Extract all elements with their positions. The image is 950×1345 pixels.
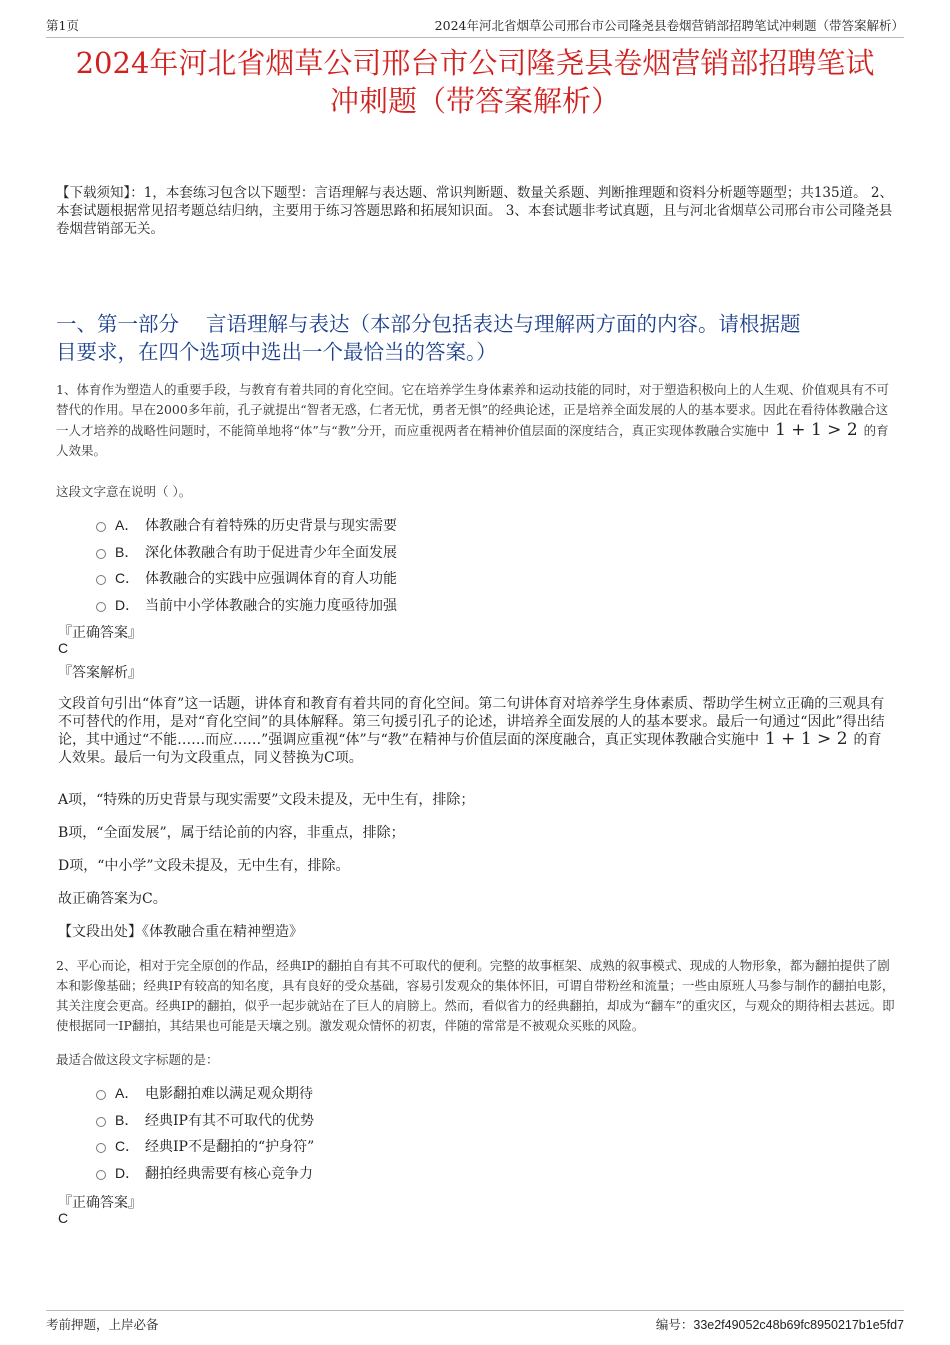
question-2-options	[96, 1080, 314, 1186]
document-title	[40, 44, 910, 120]
radio-icon[interactable]	[96, 1090, 106, 1100]
download-notice: 【下载须知】：1，本套练习包含以下题型：言语理解与表达题、常识判断题、数量关系题、判断推理题和资料分析题等题型；共135道。 2、本套试题根据常见招考题总结归纳，主要用于练习答题思路和拓展知识面。 3、本套试题非考试真题，且与河北省烟草公司邢台市公司隆尧县卷烟营销部无关。	[56, 185, 893, 237]
radio-icon[interactable]	[96, 1170, 106, 1180]
option-c[interactable]: C． 体教融合的实践中应强调体育的育人功能	[96, 565, 397, 592]
header-doc-title: 2024年河北省烟草公司邢台市公司隆尧县卷烟营销部招聘笔试冲刺题（带答案解析）	[434, 18, 904, 33]
analysis-label: 『答案解析』	[58, 665, 142, 681]
analysis-note-b: B项，“全面发展”，属于结论前的内容，非重点，排除；	[58, 825, 405, 841]
document-code: 编号：33e2f49052c48b69fc8950217b1e5fd7	[655, 1317, 904, 1332]
option-d[interactable]: D． 翻拍经典需要有核心竞争力	[96, 1160, 314, 1187]
option-c[interactable]: C． 经典IP不是翻拍的“护身符”	[96, 1133, 314, 1160]
option-a[interactable]: A． 体教融合有着特殊的历史背景与现实需要	[96, 512, 397, 539]
question-2-prompt: 最适合做这段文字标题的是：	[56, 1052, 219, 1067]
page-header	[46, 12, 904, 38]
answer-label: 『正确答案』	[58, 625, 142, 641]
analysis-note-d: D项，“中小学”文段未提及，无中生有，排除。	[58, 858, 350, 874]
math-expression: 1 + 1 > 2	[775, 420, 858, 440]
page-footer	[46, 1310, 904, 1334]
radio-icon[interactable]	[96, 575, 106, 585]
option-a[interactable]: A． 电影翻拍难以满足观众期待	[96, 1080, 314, 1107]
footer-slogan: 考前押题，上岸必备	[46, 1317, 159, 1332]
analysis-conclusion: 故正确答案为C。	[58, 891, 167, 907]
radio-icon[interactable]	[96, 549, 106, 559]
radio-icon[interactable]	[96, 1117, 106, 1127]
section-line-2: 目要求，在四个选项中选出一个最恰当的答案。）	[56, 340, 497, 364]
question-1-options	[96, 512, 397, 618]
correct-answer: C	[58, 640, 69, 656]
analysis-note-a: A项，“特殊的历史背景与现实需要”文段未提及，无中生有，排除；	[58, 792, 475, 808]
page-number: 第1页	[46, 18, 79, 33]
section-heading	[56, 310, 894, 366]
section-line-1: 一、第一部分 言语理解与表达（本部分包括表达与理解两方面的内容。请根据题	[56, 312, 801, 336]
option-d[interactable]: D． 当前中小学体教融合的实施力度亟待加强	[96, 592, 397, 619]
passage-source: 【文段出处】《体教融合重在精神塑造》	[58, 924, 303, 940]
math-expression: 1 + 1 > 2	[764, 729, 848, 749]
question-2-text: 2、平心而论，相对于完全原创的作品，经典IP的翻拍自有其不可取代的便利。完整的故事框架、成熟的叙事模式、现成的人物形象，都为翻拍提供了剧本和影像基础；经典IP有较高的知名度，具有良好的受众基础，容易引发观众的集体怀旧，可谓自带粉丝和流量；一些由原班人马参与制作的翻拍电影，其关注度会更高。经典IP的翻拍，似乎一起步就站在了巨人的肩膀上。然而，看似省力的经典翻拍，却成为“翻车”的重灾区，与观众的期待相去甚远。即使根据同一IP翻拍，其结果也可能是天壤之别。激发观众情怀的初衷，伴随的常常是不被观众买账的风险。	[56, 958, 895, 1033]
correct-answer: C	[58, 1210, 69, 1226]
answer-label: 『正确答案』	[58, 1195, 142, 1211]
option-b[interactable]: B． 经典IP有其不可取代的优势	[96, 1107, 314, 1134]
radio-icon[interactable]	[96, 1143, 106, 1153]
question-1-text: 1、体育作为塑造人的重要手段，与教育有着共同的育化空间。它在培养学生身体素养和运动技能的同时，对于塑造积极向上的人生观、价值观具有不可替代的作用。早在2000多年前，孔子就提出“智者无惑，仁者无忧，勇者无惧”的经典论述，正是培养全面发展的人的基本要求。因此在看待体教融合这一人才培养的战略性问题时，不能简单地将“体”与“教”分开，而应重视两者在精神价值层面的深度结合，真正实现体教融合实施中 1 + 1 > 2 的育人效果。	[56, 382, 889, 458]
title-line-2: 冲刺题（带答案解析）	[329, 84, 620, 118]
title-line-1: 2024年河北省烟草公司邢台市公司隆尧县卷烟营销部招聘笔试	[75, 46, 875, 80]
option-b[interactable]: B． 深化体教融合有助于促进青少年全面发展	[96, 539, 397, 566]
radio-icon[interactable]	[96, 522, 106, 532]
question-1-prompt: 这段文字意在说明（ ）。	[56, 484, 192, 499]
radio-icon[interactable]	[96, 602, 106, 612]
answer-analysis: 文段首句引出“体育”这一话题，讲体育和教育有着共同的育化空间。第二句讲体育对培养学生身体素质、帮助学生树立正确的三观具有不可替代的作用，是对“育化空间”的具体解释。第三句援引孔子的论述，讲培养全面发展的人的基本要求。最后一句通过“因此”得出结论，其中通过“不能……而应……”强调应重视“体”与“教”在精神与价值层面的深度融合，真正实现体教融合实施中 1 + 1 > 2 的育人效果。最后一句为文段重点，同义替换为C项。	[58, 696, 885, 766]
